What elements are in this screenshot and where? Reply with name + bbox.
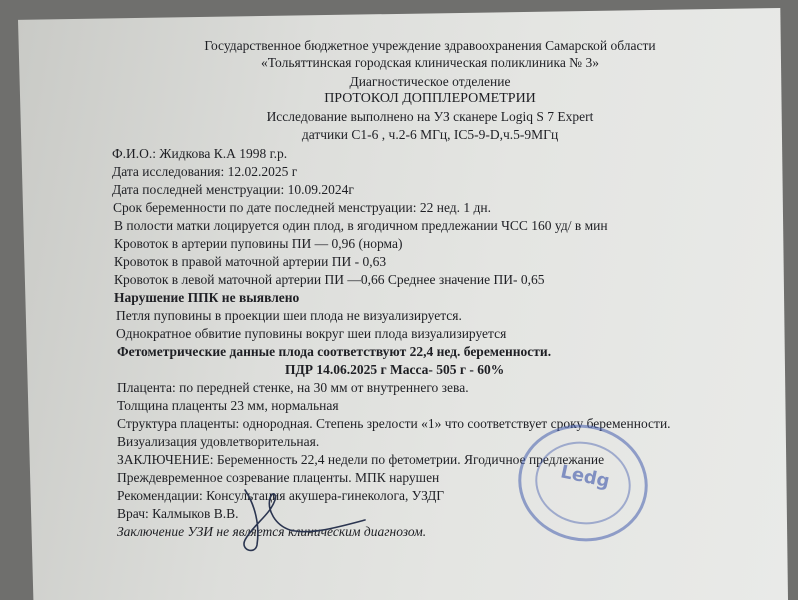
conclusion: ЗАКЛЮЧЕНИЕ: Беременность 22,4 недели по фетометрии. Ягодичное предлежание: [117, 452, 605, 467]
recommendations: Рекомендации: Консультация акушера-гинеколога, УЗДГ: [117, 488, 445, 503]
due-date-weight: ПДР 14.06.2025 г Масса- 505 г - 60%: [285, 362, 505, 377]
fetometry: Фетометрические данные плода соответствуют 22,4 нед. беременности.: [117, 344, 552, 359]
left-uterine-flow: Кровоток в левой маточной артерии ПИ —0,66 Среднее значение ПИ- 0,65: [114, 272, 545, 287]
sensor-info: датчики С1-6 , ч.2-6 МГц, IC5-9-D,ч.5-9МГц: [301, 127, 559, 142]
ppk-status: Нарушение ППК не выявлено: [114, 290, 300, 305]
fetus-position: В полости матки лоцируется один плод, в ягодичном предлежании ЧСС 160 уд/ в мин: [114, 218, 608, 233]
placenta-structure: Структура плаценты: однородная. Степень зрелости «1» что соответствует сроку беременности.: [117, 416, 671, 431]
conclusion-extra: Преждевременное созревание плаценты. МПК нарушен: [117, 470, 440, 485]
cord-loop: Петля пуповины в проекции шеи плода не визуализируется.: [116, 308, 462, 323]
right-uterine-flow: Кровоток в правой маточной артерии ПИ - 0,63: [114, 254, 387, 269]
signature: [215, 470, 375, 560]
last-period-date: Дата последней менструации: 10.09.2024г: [112, 182, 354, 197]
placenta-thickness: Толщина плаценты 23 мм, нормальная: [117, 398, 339, 413]
disclaimer: Заключение УЗИ не является клиническим диагнозом.: [117, 524, 427, 539]
doctor-name: Врач: Калмыков В.В.: [117, 506, 239, 521]
stamp-text: Ledg: [558, 461, 612, 493]
clinic-name: «Тольяттинская городская клиническая поликлиника № 3»: [261, 55, 599, 70]
pregnancy-term: Срок беременности по дате последней менструации: 22 нед. 1 дн.: [113, 200, 491, 215]
cord-wrap: Однократное обвитие пуповины вокруг шеи плода визуализируется: [116, 326, 507, 341]
department-name: Диагностическое отделение: [349, 74, 511, 89]
protocol-title: ПРОТОКОЛ ДОППЛЕРОМЕТРИИ: [324, 91, 536, 106]
exam-date: Дата исследования: 12.02.2025 г: [112, 164, 298, 179]
institution-name: Государственное бюджетное учреждение здравоохранения Самарской области: [204, 38, 656, 53]
scanner-info: Исследование выполнено на УЗ сканере Logiq S 7 Expert: [266, 109, 594, 124]
umbilical-artery-flow: Кровоток в артерии пуповины ПИ — 0,96 (норма): [114, 236, 403, 251]
visualization: Визуализация удовлетворительная.: [117, 434, 320, 449]
patient-name: Ф.И.О.: Жидкова К.А 1998 г.р.: [112, 146, 288, 161]
placenta-location: Плацента: по передней стенке, на 30 мм от внутреннего зева.: [117, 380, 469, 395]
